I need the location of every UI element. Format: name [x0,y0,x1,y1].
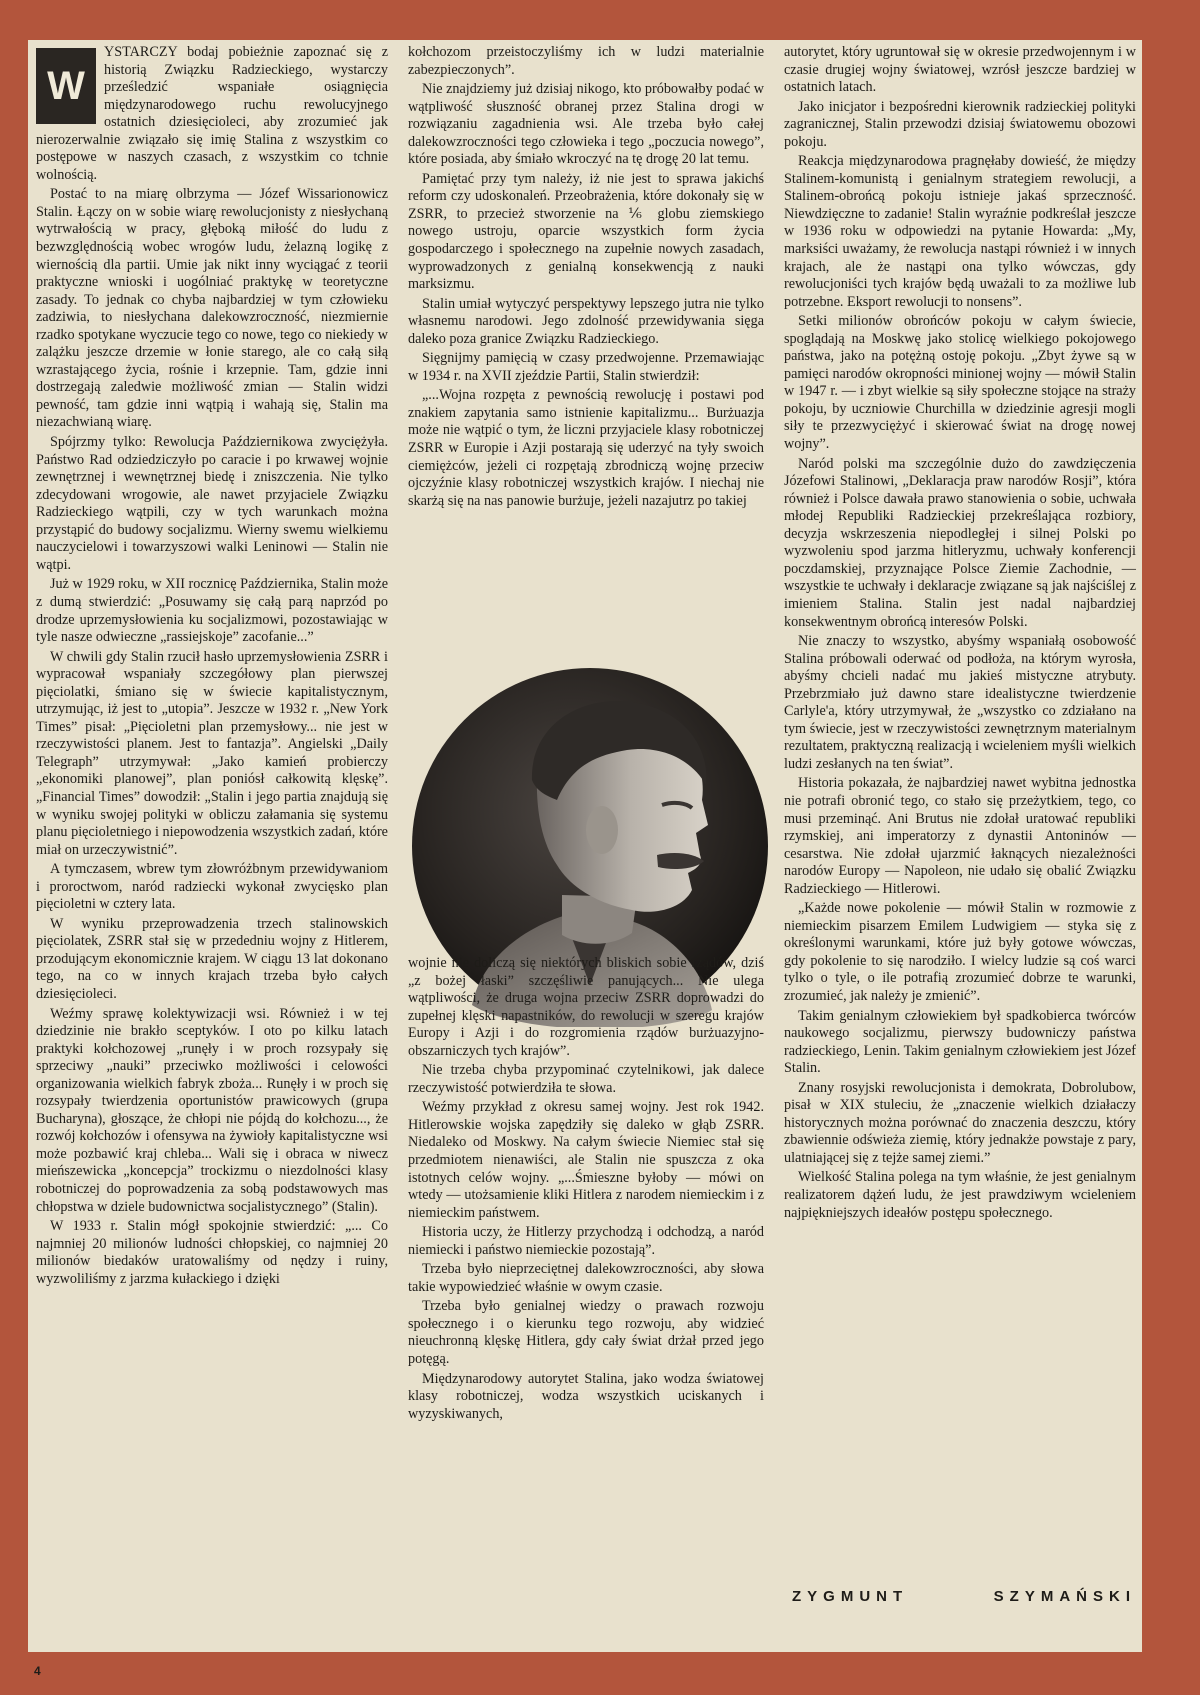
column-3 [784,44,1136,1224]
paragraph: Pamiętać przy tym należy, iż nie jest to sprawa jakichś reform czy udoskonaleń. Przeobrażenia, które dokonały się w ZSRR, to przecież stworzenie na ⅙ globu ziemskiego nowego ustroju, oparcie wszystkich form życia gospodarczego i społecznego na zupełnie nowych zasadach, wyprowadzonych z genialną konsekwencją z nauki marksizmu. [408,170,764,293]
author-signature [792,1588,1136,1605]
paragraph: Stalin umiał wytyczyć perspektywy lepszego jutra nie tylko własnemu narodowi. Jego zdolność przewidywania sięga daleko poza granice Związku Radzieckiego. [408,295,764,347]
paragraph: Postać to na miarę olbrzyma — Józef Wissarionowicz Stalin. Łączy on w sobie wiarę rewolucjonisty z niesłychaną wytrwałością w pracy, głęboką miłość do ludu z bezwzględnością wobec wrogów ludu, żelazną logikę z wiernością dla partii. Umie jak nikt inny wyciągać z teorii praktyczne wnioski i uogólniać praktykę w teoretyczne zasady. To jednak co chyba najbardziej w tym człowieku zadziwia, to niesłychana dalekowzroczność, niezmiernie rzadko spotykane wyczucie tego co nowe, tego co niekiedy w zalążku jeszcze drzemie w łonie starego, ale co całą siłą wzrastającego życia, rośnie i krzepnie. Tam, gdzie inni dostrzegają zaledwie możliwość zmian — Stalin widzi pewność, tam gdzie inni wątpią i wahają się, Stalin ma niezachwianą wiarę. [36,186,388,431]
paragraph: Nie znaczy to wszystko, abyśmy wspaniałą osobowość Stalina próbowali oderwać od podłoża, na którym wyrosła, abyśmy chcieli nadać mu jakieś mistyczne atrybuty. Przebrzmiało już dawno stare idealistyczne twierdzenie Carlyle'a, który utrzymywał, że „wszystko co zdziałano na tym świecie, jest w rzeczywistości zewnętrznym materialnym rezultatem, praktyczną realizacją i wcieleniem myśli wielkich ludzi zesłanych na ten świat”. [784,633,1136,772]
paragraph: autorytet, który ugruntował się w okresie przedwojennym i w czasie drugiej wojny światowej, wzrósł jeszcze bardziej w ostatnich latach. [784,44,1136,96]
paragraph: Nie znajdziemy już dzisiaj nikogo, kto próbowałby podać w wątpliwość słuszność obranej przez Stalina drogi w rozwiązaniu zagadnienia wsi. Ale trzeba było całej dalekowzroczności tego człowieka i tego „poczucia nowego”, które posiada, aby śmiało wkroczyć na tę drogę 20 lat temu. [408,81,764,168]
page-number: 4 [34,1664,41,1678]
paragraph: wojnie nie doliczą się niektórych bliskich sobie rządów, dziś „z bożej łaski” szczęśliwie panujących... Nie ulega wątpliwości, że druga wojna przeciw ZSRR doprowadzi do zupełnej klęski napastników, do rewolucji w szeregu krajów Europy i Azji i do rozgromienia rządów burżuazyjno-obszarniczych tych krajów”. [408,955,764,1059]
paragraph: Weźmy sprawę kolektywizacji wsi. Również i w tej dziedzinie nie brakło sceptyków. I oto po kilku latach praktyki kołchozowej „runęły i w proch rozsypały się sprzeciwy „nauki” przeciwko możliwości i celowości organizowania wielkich fabryk zboża... Runęły i w proch się rozsypały twierdzenia oportunistów prawicowych (grupa Bucharyna), głoszące, że chłopi nie pójdą do kołchozu..., że rozwój kołchozów i ofensywa na żywioły kapitalistyczne wsi może pozbawić kraj chleba... Wali się i obraca w niwecz mieńszewicka „koncepcja” trockizmu o niezdolności klasy robotniczej do poprowadzenia za sobą podstawowych mas chłopstwa w dziele budownictwa socjalistycznego” (Stalin). [36,1005,388,1215]
paragraph: Trzeba było nieprzeciętnej dalekowzroczności, aby słowa takie wypowiedzieć właśnie w owym czasie. [408,1261,764,1295]
paragraph: Już w 1929 roku, w XII rocznicę Października, Stalin może z dumą stwierdzić: „Posuwamy się całą parą naprzód po drodze uprzemysłowienia ku socjalizmowi, pozostawiając w tyle nasze odwieczne „rassiejskoje” zacofanie...” [36,576,388,646]
paragraph: Międzynarodowy autorytet Stalina, jako wodza światowej klasy robotniczej, wodza wszystkich uciskanych i wyzyskiwanych, [408,1370,764,1422]
author-last-name: SZYMAŃSKI [993,1588,1136,1605]
paragraph: Sięgnijmy pamięcią w czasy przedwojenne. Przemawiając w 1934 r. na XVII zjeździe Partii, Stalin stwierdził: [408,350,764,384]
paragraph: Historia pokazała, że najbardziej nawet wybitna jednostka nie potrafi obronić tego, co stało się przeżytkiem, tego, co musi przeminąć. Ani Brutus nie zdołał uratować republiki rzymskiej, ani imperatorzy z dynastii Antoninów — cesarstwa. Nie zdołał ujarzmić łaknących niezależności narodów Europy — Napoleon, nie udało się obalić Związku Radzieckiego — Hitlerowi. [784,775,1136,897]
author-first-name: ZYGMUNT [792,1588,909,1605]
column-2 [408,44,764,512]
drop-cap: W [36,48,96,124]
paragraph: W wyniku przeprowadzenia trzech stalinowskich pięciolatek, ZSRR stał się w przededniu wojny z Hitlerem, przodującym ekonomicznie krajem. W ciągu 13 lat dokonano tego, na co w innych krajach trzeba było całych dziesięcioleci. [36,915,388,1002]
paragraph: Nie trzeba chyba przypominać czytelnikowi, jak dalece rzeczywistość potwierdziła te słowa. [408,1062,764,1096]
paragraph: YSTARCZY bodaj pobieżnie zapoznać się z historią Związku Radzieckiego, wystarczy prześledzić wspaniałe osiągnięcia międzynarodowego ruchu rewolucyjnego ostatnich dziesięcioleci, aby zrozumieć jak nierozerwalnie związało się imię Stalina z wszystkim co postępowe w naszych czasach, z wszystkim co tchnie wolnością. [36,44,388,183]
column-2-continued [408,955,764,1425]
paragraph: Wielkość Stalina polega na tym właśnie, że jest genialnym realizatorem dążeń ludu, że jest prawdziwym wcieleniem najpiękniejszych ideałów postępu społecznego. [784,1169,1136,1221]
paragraph: kołchozom przeistoczyliśmy ich w ludzi materialnie zabezpieczonych”. [408,44,764,78]
paragraph: Znany rosyjski rewolucjonista i demokrata, Dobrolubow, pisał w XIX stuleciu, że „znaczenie wielkich działaczy historycznych można porównać do znaczenia deszczu, który zbawiennie odświeża ziemię, który jednakże powstaje z pary, ulatniającej się z tejże samej ziemi.” [784,1079,1136,1166]
paragraph: Weźmy przykład z okresu samej wojny. Jest rok 1942. Hitlerowskie wojska zapędziły się daleko w głąb ZSRR. Niedaleko od Moskwy. Na całym świecie Niemiec stał się przedmiotem nienawiści, ale Stalin nie spuszcza z oka istotnych celów wojny. „...Śmieszne byłoby — mówi on wtedy — utożsamienie kliki Hitlera z narodem niemieckim i z niemieckim państwem. [408,1099,764,1221]
paragraph: „...Wojna rozpęta z pewnością rewolucję i postawi pod znakiem zapytania samo istnienie kapitalizmu... Burżuazja może nie wątpić o tym, że liczni przyjaciele klasy robotniczej ZSRR w Europie i Azji postarają się uderzyć na tyły swoich ciemiężców, jeżeli ci rozpętają zbrodniczą wojnę przeciw ojczyźnie klasy robotniczej wszystkich krajów. I niechaj nie skarżą się na nas panowie burżuje, jeżeli nazajutrz po takiej [408,387,764,509]
paragraph: Jako inicjator i bezpośredni kierownik radzieckiej polityki zagranicznej, Stalin przewodzi dzisiaj światowemu obozowi pokoju. [784,98,1136,150]
paragraph: Setki milionów obrońców pokoju w całym świecie, spoglądają na Moskwę jako stolicę wielkiego pokojowego państwa, jako na potężną ostoję pokoju. „Zbyt żywe są w pamięci narodów okropności minionej wojny — mówił Stalin w 1947 r. — i zbyt wielkie są siły społeczne stojące na straży pokoju, by uczniowie Churchilla w dziedzinie agresji mogli siły te przezwyciężyć i skierować świat na drogę nowej wojny”. [784,313,1136,453]
paragraph: Historia uczy, że Hitlerzy przychodzą i odchodzą, a naród niemiecki i państwo niemieckie pozostają”. [408,1224,764,1258]
paragraph: Naród polski ma szczególnie dużo do zawdzięczenia Józefowi Stalinowi, „Deklaracja praw narodów Rosji”, która również i Polsce dawała prawo stanowienia o sobie, uchwała młodej Republiki Radzieckiej przekreślająca rozbiory, decyzja wskrzeszenia niepodległej i silnej Polski po wyzwoleniu spod jarzma hitleryzmu, uchwały konferencji poczdamskiej, przyznające Polsce Ziemie Zachodnie, — wszystkie te uchwały i deklaracje związane są jak najściślej z imieniem Stalina. Stalin jest nadal najbardziej konsekwentnym obrońcą interesów Polski. [784,455,1136,630]
column-1 [36,44,388,1290]
page [28,40,1142,1652]
paragraph: Spójrzmy tylko: Rewolucja Październikowa zwyciężyła. Państwo Rad odziedziczyło po caracie i po krwawej wojnie zewnętrznej i wewnętrznej biedę i zniszczenia. Nie tylko zdecydowani wrogowie, ale nawet przyjaciele Związku Radzieckiego wątpili, czy w tych warunkach można przystąpić do budowy socjalizmu. Wierny swemu wielkiemu nauczycielowi i towarzyszowi walki Leninowi — Stalin nie wątpi. [36,434,388,573]
paragraph: „Każde nowe pokolenie — mówił Stalin w rozmowie z niemieckim pisarzem Emilem Ludwigiem — styka się z określonymi warunkami, które już były gotowe wówczas, gdy pokolenie to się narodziło. I wielcy ludzie są coś warci tylko o tyle, o ile potrafią zrozumieć dobrze te warunki, zrozumieć, jak należy je zmienić”. [784,900,1136,1004]
paragraph: W 1933 r. Stalin mógł spokojnie stwierdzić: „... Co najmniej 20 milionów ludności chłopskiej, co najmniej 20 milionów biedaków uratowaliśmy od nędzy i ruiny, wyzwoliliśmy z jarzma kułackiego i dzięki [36,1218,388,1287]
paragraph: Takim genialnym człowiekiem był spadkobierca twórców naukowego socjalizmu, pierwszy budowniczy państwa radzieckiego, Lenin. Takim genialnym człowiekiem jest Józef Stalin. [784,1007,1136,1077]
paragraph: A tymczasem, wbrew tym złowróżbnym przewidywaniom i proroctwom, naród radziecki wykonał zwycięsko plan pięcioletni w cztery lata. [36,861,388,913]
paragraph: W chwili gdy Stalin rzucił hasło uprzemysłowienia ZSRR i wypracował wspaniały szczegółowy plan pierwszej pięciolatki, śmiano się w świecie kapitalistycznym, utrzymując, iż jest to „utopia”. Jeszcze w 1932 r. „New York Times” pisał: „Pięcioletni plan przemysłowy... nie jest w rzeczywistości planem. Jest to fantazja”. Angielski „Daily Telegraph” utrzymywał: „Jako kamień probierczy „ekonomiki planowej”, plan poniósł całkowitą klęskę”. „Financial Times” dowodził: „Stalin i jego partia znajdują się w wyniku swojej polityki w obliczu załamania się systemu planu pięcioletniego i niepowodzenia wszystkich zadań, które miał on urzeczywistnić”. [36,648,388,858]
paragraph: Reakcja międzynarodowa pragnęłaby dowieść, że między Stalinem-komunistą i genialnym strategiem rewolucji, a Stalinem-obrońcą pokoju istnieje jakaś sprzeczność. Niewdzięczne to zadanie! Stalin wyraźnie podkreślał jeszcze w 1936 roku w odpowiedzi na pytanie Howarda: „My, marksiści uważamy, że rewolucja nastąpi również i w innych krajach, ale że nastąpi ona tylko wówczas, gdy rewolucjoniści tych krajów będą uważali to za możliwe lub potrzebne. Eksport rewolucji to nonsens”. [784,153,1136,310]
paragraph: Trzeba było genialnej wiedzy o prawach rozwoju społecznego i o kierunku tego rozwoju, aby widzieć nieuchronną klęskę Hitlera, gdy cały świat drżał przed jego potęgą. [408,1298,764,1368]
